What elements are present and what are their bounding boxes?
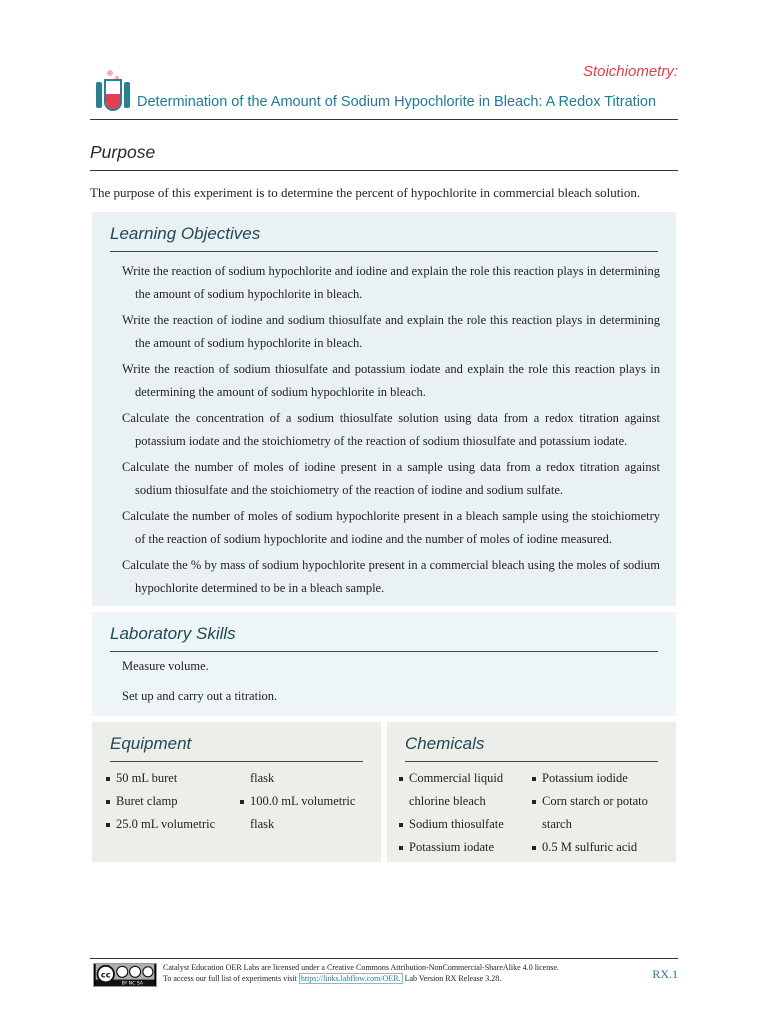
equipment-heading: Equipment bbox=[110, 734, 363, 762]
learning-objectives-panel bbox=[92, 212, 676, 606]
equipment-list-col1 bbox=[106, 767, 226, 836]
learning-objectives-list bbox=[122, 260, 660, 603]
access-line bbox=[163, 974, 633, 985]
license-line: Catalyst Education OER Labs are licensed under a Creative Commons Attribution-NonCommercial-ShareAlike 4.0 license. bbox=[163, 963, 559, 972]
laboratory-skills-heading: Laboratory Skills bbox=[110, 624, 658, 652]
oer-link[interactable]: https://links.labflow.com/OER. bbox=[300, 973, 401, 983]
list-item: Potassium iodide bbox=[532, 767, 667, 790]
version-text: Lab Version RX Release 3.28. bbox=[404, 973, 502, 983]
chemicals-panel bbox=[387, 722, 676, 862]
list-item: Calculate the number of moles of sodium hypochlorite present in a bleach sample using the stoichiometry of the reaction of sodium hypochlorite and iodine and the number of moles of iodine measured. bbox=[122, 509, 660, 546]
purpose-text: The purpose of this experiment is to determine the percent of hypochlorite in commercial bleach solution. bbox=[90, 185, 641, 200]
list-item: Calculate the % by mass of sodium hypochlorite present in a commercial bleach using the moles of sodium hypochlorite determined to be in a bleach sample. bbox=[122, 558, 660, 595]
list-item: 50 mL buret bbox=[106, 767, 226, 790]
list-item: 25.0 mL volumetric bbox=[106, 813, 226, 836]
page-number: RX.1 bbox=[652, 967, 678, 981]
list-item: Write the reaction of sodium thiosulfate and potassium iodate and explain the role this reaction plays in determining the amount of sodium hypochlorite in bleach. bbox=[122, 362, 660, 399]
page-title: Determination of the Amount of Sodium Hypochlorite in Bleach: A Redox Titration bbox=[137, 94, 657, 110]
page-footer bbox=[90, 958, 678, 990]
list-item: Measure volume. bbox=[122, 659, 209, 673]
list-item: Write the reaction of sodium hypochlorite and iodine and explain the role this reaction plays in determining the amount of sodium hypochlorite in bleach. bbox=[122, 264, 660, 301]
purpose-heading: Purpose bbox=[90, 141, 678, 171]
list-item: Calculate the concentration of a sodium thiosulfate solution using data from a redox titration against potassium iodate and the stoichiometry of the reaction of sodium thiosulfate and potassium iodate. bbox=[122, 411, 660, 448]
subject-label: Stoichiometry: bbox=[582, 63, 678, 80]
chemicals-list-col2 bbox=[532, 767, 667, 859]
list-item: Commercial liquid bbox=[399, 767, 527, 790]
list-item: Sodium thiosulfate bbox=[399, 813, 527, 836]
list-item: Calculate the number of moles of iodine present in a sample using data from a redox titration against sodium thiosulfate and the stoichiometry of the reaction of iodine and sodium sulfate. bbox=[122, 460, 660, 497]
license-text bbox=[163, 963, 633, 984]
creative-commons-license-icon[interactable] bbox=[93, 963, 157, 987]
page-header bbox=[90, 60, 678, 120]
list-item: Write the reaction of iodine and sodium thiosulfate and explain the role this reaction plays in determining the amount of sodium hypochlorite in bleach. bbox=[122, 313, 660, 350]
equipment-list-col2 bbox=[240, 767, 370, 836]
list-item: Potassium iodate bbox=[399, 836, 527, 859]
list-item: Buret clamp bbox=[106, 790, 226, 813]
list-item: flask bbox=[250, 771, 275, 785]
chemicals-heading: Chemicals bbox=[405, 734, 658, 762]
equipment-panel bbox=[92, 722, 381, 862]
laboratory-skills-list bbox=[122, 658, 277, 718]
list-item: chlorine bleach bbox=[409, 794, 486, 808]
list-item: Set up and carry out a titration. bbox=[122, 689, 278, 703]
learning-objectives-heading: Learning Objectives bbox=[110, 224, 658, 252]
list-item: 0.5 M sulfuric acid bbox=[532, 836, 667, 859]
list-item: starch bbox=[542, 817, 572, 831]
list-item: flask bbox=[250, 817, 275, 831]
list-item: Corn starch or potato bbox=[532, 790, 667, 813]
flask-logo-icon bbox=[92, 68, 134, 116]
access-prefix: To access our full list of experiments visit bbox=[163, 973, 297, 983]
cc-badge-text: BY NC SA bbox=[121, 981, 144, 987]
chemicals-list-col1 bbox=[399, 767, 527, 859]
svg-text:cc: cc bbox=[100, 969, 111, 980]
list-item: 100.0 mL volumetric bbox=[240, 790, 370, 813]
laboratory-skills-panel bbox=[92, 612, 676, 716]
